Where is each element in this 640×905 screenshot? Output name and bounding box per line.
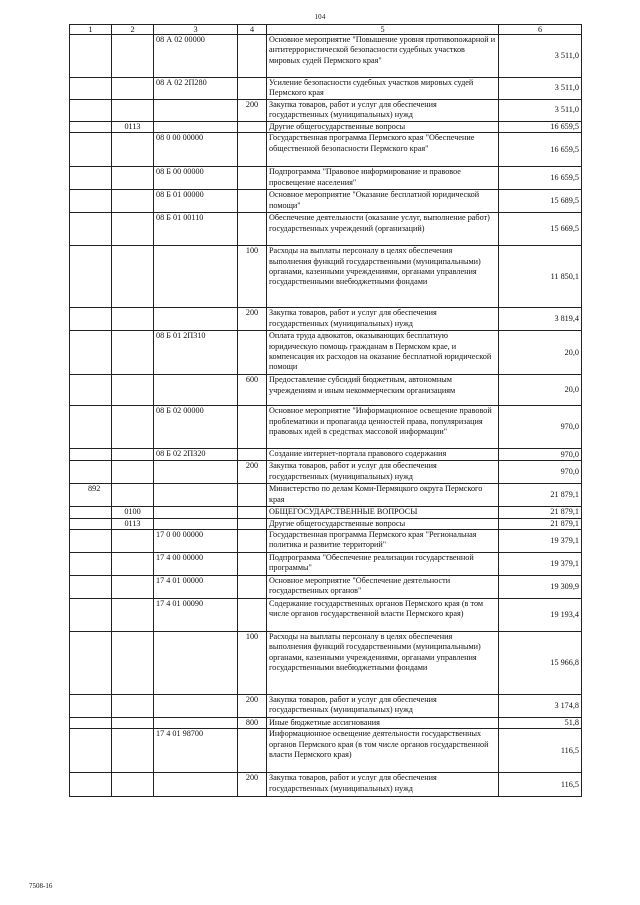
amount-cell: 3 174,8 <box>499 695 582 718</box>
target-article-cell <box>154 632 238 695</box>
expense-type-cell <box>238 507 267 518</box>
expense-type-cell <box>238 518 267 529</box>
ministry-code-cell <box>70 576 112 599</box>
ministry-code-cell <box>70 718 112 729</box>
expense-type-cell <box>238 484 267 507</box>
ministry-code-cell <box>70 35 112 78</box>
table-row <box>70 246 582 308</box>
expense-type-cell: 200 <box>238 461 267 484</box>
table-row <box>70 461 582 484</box>
amount-cell: 116,5 <box>499 729 582 773</box>
table-row <box>70 35 582 78</box>
item-name-cell: Закупка товаров, работ и услуг для обеспечения государственных (муниципальных) нужд <box>267 695 499 718</box>
table-row <box>70 308 582 331</box>
section-code-cell <box>112 718 154 729</box>
target-article-cell: 08 Б 01 00000 <box>154 190 238 213</box>
section-code-cell: 0113 <box>112 518 154 529</box>
item-name-cell: Государственная программа Пермского края "Обеспечение общественной безопасности Пермского края" <box>267 133 499 167</box>
section-code-cell: 0113 <box>112 121 154 132</box>
expense-type-cell <box>238 35 267 78</box>
item-name-cell: Иные бюджетные ассигнования <box>267 718 499 729</box>
amount-cell: 15 669,5 <box>499 213 582 246</box>
target-article-cell <box>154 507 238 518</box>
expense-type-cell <box>238 576 267 599</box>
item-name-cell: Усиление безопасности судебных участков мировых судей Пермского края <box>267 78 499 100</box>
expense-type-cell <box>238 449 267 461</box>
section-code-cell <box>112 695 154 718</box>
target-article-cell: 17 0 00 00000 <box>154 530 238 553</box>
table-row <box>70 190 582 213</box>
amount-cell: 20,0 <box>499 331 582 375</box>
section-code-cell <box>112 213 154 246</box>
column-number: 4 <box>238 25 267 35</box>
table-row <box>70 406 582 449</box>
section-code-cell <box>112 331 154 375</box>
ministry-code-cell <box>70 695 112 718</box>
target-article-cell: 08 Б 02 00000 <box>154 406 238 449</box>
item-name-cell: ОБЩЕГОСУДАРСТВЕННЫЕ ВОПРОСЫ <box>267 507 499 518</box>
expense-type-cell <box>238 133 267 167</box>
section-code-cell <box>112 576 154 599</box>
column-number: 3 <box>154 25 238 35</box>
table-row <box>70 632 582 695</box>
section-code-cell <box>112 190 154 213</box>
amount-cell: 970,0 <box>499 461 582 484</box>
amount-cell: 21 879,1 <box>499 507 582 518</box>
item-name-cell: Закупка товаров, работ и услуг для обеспечения государственных (муниципальных) нужд <box>267 99 499 121</box>
target-article-cell <box>154 773 238 797</box>
expense-type-cell <box>238 729 267 773</box>
section-code-cell <box>112 99 154 121</box>
expense-type-cell: 100 <box>238 246 267 308</box>
target-article-cell <box>154 461 238 484</box>
table-row <box>70 729 582 773</box>
expense-type-cell <box>238 406 267 449</box>
target-article-cell: 17 4 01 00090 <box>154 599 238 632</box>
expense-type-cell <box>238 599 267 632</box>
section-code-cell <box>112 246 154 308</box>
section-code-cell <box>112 530 154 553</box>
ministry-code-cell <box>70 246 112 308</box>
table-row <box>70 576 582 599</box>
section-code-cell <box>112 632 154 695</box>
amount-cell: 970,0 <box>499 406 582 449</box>
column-number-row <box>70 25 582 35</box>
table-row <box>70 518 582 529</box>
target-article-cell <box>154 518 238 529</box>
item-name-cell: Предоставление субсидий бюджетным, автономным учреждениям и иным некоммерческим организациям <box>267 375 499 406</box>
target-article-cell <box>154 484 238 507</box>
expense-type-cell: 200 <box>238 308 267 331</box>
table-row <box>70 99 582 121</box>
section-code-cell <box>112 35 154 78</box>
item-name-cell: Закупка товаров, работ и услуг для обеспечения государственных (муниципальных) нужд <box>267 773 499 797</box>
item-name-cell: Оплата труда адвокатов, оказывающих бесплатную юридическую помощь гражданам в Пермском крае, и компенсация их расходов на оказание бесплатной юридической помощи <box>267 331 499 375</box>
section-code-cell <box>112 773 154 797</box>
target-article-cell <box>154 246 238 308</box>
document-code: 7508-16 <box>29 882 53 890</box>
amount-cell: 3 511,0 <box>499 78 582 100</box>
table-row <box>70 213 582 246</box>
ministry-code-cell <box>70 530 112 553</box>
table-row <box>70 331 582 375</box>
amount-cell: 19 309,9 <box>499 576 582 599</box>
item-name-cell: Содержание государственных органов Пермского края (в том числе органов государственной власти Пермского края) <box>267 599 499 632</box>
ministry-code-cell <box>70 78 112 100</box>
item-name-cell: Подпрограмма "Правовое информирование и правовое просвещение населения" <box>267 167 499 190</box>
amount-cell: 19 379,1 <box>499 530 582 553</box>
section-code-cell <box>112 167 154 190</box>
amount-cell: 16 659,5 <box>499 121 582 132</box>
ministry-code-cell <box>70 331 112 375</box>
ministry-code-cell <box>70 461 112 484</box>
section-code-cell <box>112 308 154 331</box>
table-row <box>70 718 582 729</box>
table-row <box>70 375 582 406</box>
section-code-cell <box>112 133 154 167</box>
item-name-cell: Другие общегосударственные вопросы <box>267 518 499 529</box>
ministry-code-cell <box>70 167 112 190</box>
ministry-code-cell <box>70 599 112 632</box>
target-article-cell: 08 А 02 2П280 <box>154 78 238 100</box>
section-code-cell <box>112 461 154 484</box>
expense-type-cell: 600 <box>238 375 267 406</box>
amount-cell: 970,0 <box>499 449 582 461</box>
item-name-cell: Основное мероприятие "Информационное освещение правовой проблематики и пропаганда ценностей права, популяризация правовых идей в средствах массовой информации" <box>267 406 499 449</box>
column-number: 1 <box>70 25 112 35</box>
item-name-cell: Создание интернет-портала правового содержания <box>267 449 499 461</box>
table-row <box>70 507 582 518</box>
table-row <box>70 121 582 132</box>
target-article-cell <box>154 308 238 331</box>
target-article-cell: 08 Б 01 2П310 <box>154 331 238 375</box>
table-row <box>70 484 582 507</box>
section-code-cell <box>112 729 154 773</box>
ministry-code-cell <box>70 121 112 132</box>
expense-type-cell <box>238 530 267 553</box>
item-name-cell: Расходы на выплаты персоналу в целях обеспечения выполнения функций государственными (муниципальными) органами, казенными учреждениями, органами управления государственными внебюджетными фондами <box>267 632 499 695</box>
table-row <box>70 133 582 167</box>
section-code-cell <box>112 375 154 406</box>
target-article-cell: 08 Б 00 00000 <box>154 167 238 190</box>
item-name-cell: Основное мероприятие "Обеспечение деятельности государственных органов" <box>267 576 499 599</box>
target-article-cell <box>154 121 238 132</box>
expense-type-cell: 200 <box>238 99 267 121</box>
table-row <box>70 773 582 797</box>
expense-type-cell <box>238 213 267 246</box>
item-name-cell: Закупка товаров, работ и услуг для обеспечения государственных (муниципальных) нужд <box>267 461 499 484</box>
item-name-cell: Расходы на выплаты персоналу в целях обеспечения выполнения функций государственными (муниципальными) органами, казенными учреждениями, органами управления государственными внебюджетными фондами <box>267 246 499 308</box>
expense-type-cell: 200 <box>238 695 267 718</box>
item-name-cell: Закупка товаров, работ и услуг для обеспечения государственных (муниципальных) нужд <box>267 308 499 331</box>
ministry-code-cell <box>70 518 112 529</box>
amount-cell: 15 689,5 <box>499 190 582 213</box>
ministry-code-cell <box>70 406 112 449</box>
ministry-code-cell <box>70 133 112 167</box>
ministry-code-cell <box>70 507 112 518</box>
target-article-cell <box>154 375 238 406</box>
ministry-code-cell <box>70 99 112 121</box>
amount-cell: 3 819,4 <box>499 308 582 331</box>
ministry-code-cell <box>70 632 112 695</box>
section-code-cell <box>112 484 154 507</box>
table-row <box>70 553 582 576</box>
expense-type-cell <box>238 190 267 213</box>
table-row <box>70 167 582 190</box>
expense-type-cell <box>238 167 267 190</box>
ministry-code-cell <box>70 375 112 406</box>
amount-cell: 16 659,5 <box>499 167 582 190</box>
column-number: 5 <box>267 25 499 35</box>
ministry-code-cell <box>70 449 112 461</box>
target-article-cell: 17 4 01 98700 <box>154 729 238 773</box>
page-number: 104 <box>314 13 326 21</box>
target-article-cell <box>154 99 238 121</box>
expense-type-cell <box>238 78 267 100</box>
item-name-cell: Основное мероприятие "Оказание бесплатной юридической помощи" <box>267 190 499 213</box>
target-article-cell: 08 0 00 00000 <box>154 133 238 167</box>
table-row <box>70 449 582 461</box>
table-row <box>70 599 582 632</box>
target-article-cell: 08 Б 02 2П320 <box>154 449 238 461</box>
amount-cell: 16 659,5 <box>499 133 582 167</box>
ministry-code-cell <box>70 773 112 797</box>
amount-cell: 3 511,0 <box>499 35 582 78</box>
section-code-cell <box>112 406 154 449</box>
expense-type-cell <box>238 121 267 132</box>
item-name-cell: Подпрограмма "Обеспечение реализации государственной программы" <box>267 553 499 576</box>
expense-type-cell <box>238 331 267 375</box>
target-article-cell: 08 Б 01 00110 <box>154 213 238 246</box>
table-row <box>70 530 582 553</box>
item-name-cell: Информационное освещение деятельности государственных органов Пермского края (в том числе органов государственной власти Пермского края) <box>267 729 499 773</box>
table-body <box>70 35 582 797</box>
item-name-cell: Государственная программа Пермского края "Региональная политика и развитие территорий" <box>267 530 499 553</box>
section-code-cell: 0100 <box>112 507 154 518</box>
table-row <box>70 78 582 100</box>
target-article-cell: 17 4 00 00000 <box>154 553 238 576</box>
expense-type-cell: 800 <box>238 718 267 729</box>
expense-type-cell: 100 <box>238 632 267 695</box>
ministry-code-cell <box>70 190 112 213</box>
item-name-cell: Министерство по делам Коми-Пермяцкого округа Пермского края <box>267 484 499 507</box>
budget-table <box>69 24 582 797</box>
amount-cell: 21 879,1 <box>499 484 582 507</box>
amount-cell: 19 379,1 <box>499 553 582 576</box>
section-code-cell <box>112 78 154 100</box>
item-name-cell: Основное мероприятие "Повышение уровня противопожарной и антитеррористической безопасности судебных участков мировых судей Пермского края" <box>267 35 499 78</box>
amount-cell: 21 879,1 <box>499 518 582 529</box>
amount-cell: 20,0 <box>499 375 582 406</box>
target-article-cell: 17 4 01 00000 <box>154 576 238 599</box>
item-name-cell: Обеспечение деятельности (оказание услуг, выполнение работ) государственных учреждений (организаций) <box>267 213 499 246</box>
expense-type-cell: 200 <box>238 773 267 797</box>
amount-cell: 116,5 <box>499 773 582 797</box>
target-article-cell <box>154 695 238 718</box>
ministry-code-cell <box>70 553 112 576</box>
ministry-code-cell <box>70 308 112 331</box>
ministry-code-cell <box>70 213 112 246</box>
section-code-cell <box>112 553 154 576</box>
ministry-code-cell: 892 <box>70 484 112 507</box>
amount-cell: 3 511,0 <box>499 99 582 121</box>
item-name-cell: Другие общегосударственные вопросы <box>267 121 499 132</box>
column-number: 2 <box>112 25 154 35</box>
column-number: 6 <box>499 25 582 35</box>
target-article-cell <box>154 718 238 729</box>
amount-cell: 15 966,8 <box>499 632 582 695</box>
ministry-code-cell <box>70 729 112 773</box>
amount-cell: 51,8 <box>499 718 582 729</box>
table-row <box>70 695 582 718</box>
section-code-cell <box>112 599 154 632</box>
amount-cell: 19 193,4 <box>499 599 582 632</box>
amount-cell: 11 850,1 <box>499 246 582 308</box>
expense-type-cell <box>238 553 267 576</box>
target-article-cell: 08 А 02 00000 <box>154 35 238 78</box>
section-code-cell <box>112 449 154 461</box>
